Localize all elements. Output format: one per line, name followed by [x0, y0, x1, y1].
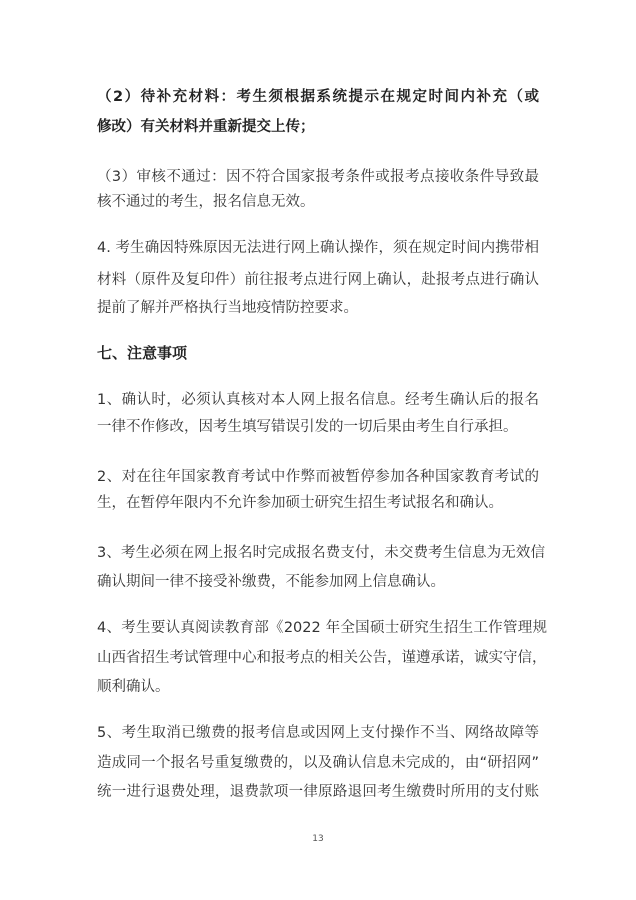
paragraph-line: 生，在暂停年限内不允许参加硕士研究生招生考试报名和确认。	[97, 495, 503, 511]
paragraph-line: 顺利确认。	[97, 679, 170, 695]
paragraph-line: 4、考生要认真阅读教育部《2022 年全国硕士研究生招生工作管理规	[97, 620, 547, 636]
paragraph-line: 材料（原件及复印件）前往报考点进行网上确认，赴报考点进行确认	[97, 272, 539, 288]
paragraph-line: （3）审核不通过：因不符合国家报考条件或报考点接收条件导致最	[97, 169, 539, 185]
section-heading: 七、注意事项	[97, 344, 188, 362]
paragraph-line: 修改）有关材料并重新提交上传；	[97, 119, 315, 135]
paragraph-line: 2、对在往年国家教育考试中作弊而被暂停参加各种国家教育考试的	[97, 469, 539, 485]
paragraph-line: 1、确认时，必须认真核对本人网上报名信息。经考生确认后的报名	[97, 392, 539, 408]
paragraph-line: 山西省招生考试管理中心和报考点的相关公告，谨遵承诺，诚实守信，	[97, 650, 547, 666]
paragraph-line: 核不通过的考生，报名信息无效。	[97, 194, 315, 210]
paragraph-line: 5、考生取消已缴费的报考信息或因网上支付操作不当、网络故障等	[97, 725, 539, 741]
paragraph-line: 提前了解并严格执行当地疫情防控要求。	[97, 300, 358, 316]
paragraph-line: 统一进行退费处理，退费款项一律原路退回考生缴费时所用的支付账	[97, 784, 539, 800]
paragraph-line: 3、考生必须在网上报名时完成报名费支付，未交费考生信息为无效信	[97, 545, 545, 561]
page-number: 13	[312, 834, 324, 844]
paragraph-line: （2）待补充材料：考生须根据系统提示在规定时间内补充（或	[97, 89, 539, 105]
paragraph-line: 造成同一个报名号重复缴费的，以及确认信息未完成的，由“研招网”	[97, 755, 539, 771]
paragraph-line: 一律不作修改，因考生填写错误引发的一切后果由考生自行承担。	[97, 419, 518, 435]
paragraph-line: 4. 考生确因特殊原因无法进行网上确认操作，须在规定时间内携带相	[97, 240, 539, 256]
paragraph-line: 确认期间一律不接受补缴费，不能参加网上信息确认。	[97, 574, 445, 590]
